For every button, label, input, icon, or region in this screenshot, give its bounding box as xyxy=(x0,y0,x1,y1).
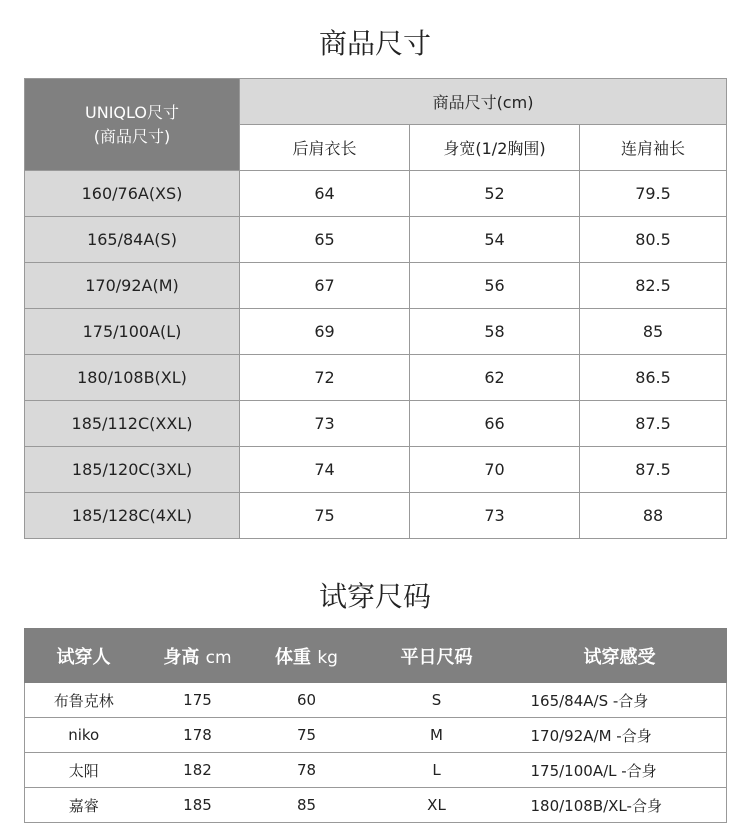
weight-cell: 60 xyxy=(253,683,361,718)
body-width-cell: 70 xyxy=(410,447,580,493)
size-cell: 185/128C(4XL) xyxy=(25,493,240,539)
sleeve-length-cell: 87.5 xyxy=(580,447,727,493)
table-row xyxy=(25,263,727,309)
usual-size-cell: M xyxy=(361,718,513,753)
fit-feedback-cell: 170/92A/M -合身 xyxy=(513,718,727,753)
sleeve-length-cell: 79.5 xyxy=(580,171,727,217)
body-width-cell: 58 xyxy=(410,309,580,355)
table-row xyxy=(25,355,727,401)
header-usual-size: 平日尺码 xyxy=(361,629,513,683)
usual-size-cell: XL xyxy=(361,788,513,823)
table-row xyxy=(25,493,727,539)
usual-size-cell: S xyxy=(361,683,513,718)
size-cell: 185/112C(XXL) xyxy=(25,401,240,447)
height-cell: 185 xyxy=(143,788,253,823)
body-width-cell: 73 xyxy=(410,493,580,539)
header-fit-feedback: 试穿感受 xyxy=(513,629,727,683)
header-height xyxy=(143,629,253,683)
column-header-sleeve-length: 连肩袖长 xyxy=(580,125,727,171)
height-cell: 182 xyxy=(143,753,253,788)
size-cell: 160/76A(XS) xyxy=(25,171,240,217)
sleeve-length-cell: 85 xyxy=(580,309,727,355)
back-length-cell: 65 xyxy=(240,217,410,263)
body-width-cell: 54 xyxy=(410,217,580,263)
size-cell: 175/100A(L) xyxy=(25,309,240,355)
size-label-header xyxy=(25,79,240,171)
weight-cell: 85 xyxy=(253,788,361,823)
header-height-unit: cm xyxy=(205,647,232,668)
back-length-cell: 73 xyxy=(240,401,410,447)
table-row xyxy=(25,447,727,493)
header-height-label: 身高 xyxy=(163,646,200,668)
back-length-cell: 67 xyxy=(240,263,410,309)
sleeve-length-cell: 87.5 xyxy=(580,401,727,447)
header-weight-label: 体重 xyxy=(275,646,312,668)
back-length-cell: 69 xyxy=(240,309,410,355)
size-cell: 165/84A(S) xyxy=(25,217,240,263)
person-cell: 太阳 xyxy=(25,753,143,788)
person-cell: 嘉睿 xyxy=(25,788,143,823)
fit-feedback-cell: 165/84A/S -合身 xyxy=(513,683,727,718)
person-cell: niko xyxy=(25,718,143,753)
size-label-header-line2: (商品尺寸) xyxy=(93,126,171,146)
body-width-cell: 56 xyxy=(410,263,580,309)
weight-cell: 75 xyxy=(253,718,361,753)
column-header-body-width: 身宽(1/2胸围) xyxy=(410,125,580,171)
table-row xyxy=(25,683,727,718)
size-section-title: 商品尺寸 xyxy=(318,27,431,60)
table-row xyxy=(25,171,727,217)
tryon-section-title: 试穿尺码 xyxy=(318,580,431,613)
height-cell: 178 xyxy=(143,718,253,753)
measurement-group-header: 商品尺寸(cm) xyxy=(240,79,727,125)
size-cell: 185/120C(3XL) xyxy=(25,447,240,493)
height-cell: 175 xyxy=(143,683,253,718)
usual-size-cell: L xyxy=(361,753,513,788)
body-width-cell: 62 xyxy=(410,355,580,401)
table-row xyxy=(25,718,727,753)
size-cell: 180/108B(XL) xyxy=(25,355,240,401)
sleeve-length-cell: 88 xyxy=(580,493,727,539)
table-row xyxy=(25,753,727,788)
table-row xyxy=(25,401,727,447)
header-person: 试穿人 xyxy=(25,629,143,683)
person-cell: 布鲁克林 xyxy=(25,683,143,718)
table-row xyxy=(25,217,727,263)
size-label-header-line1: UNIQLO尺寸 xyxy=(85,102,179,122)
back-length-cell: 74 xyxy=(240,447,410,493)
column-header-back-length: 后肩衣长 xyxy=(240,125,410,171)
fit-feedback-cell: 180/108B/XL-合身 xyxy=(513,788,727,823)
tryon-table xyxy=(24,628,727,823)
back-length-cell: 72 xyxy=(240,355,410,401)
body-width-cell: 52 xyxy=(410,171,580,217)
size-chart-table xyxy=(24,78,727,539)
header-weight xyxy=(253,629,361,683)
header-weight-unit: kg xyxy=(317,647,338,668)
size-cell: 170/92A(M) xyxy=(25,263,240,309)
table-row xyxy=(25,788,727,823)
weight-cell: 78 xyxy=(253,753,361,788)
body-width-cell: 66 xyxy=(410,401,580,447)
back-length-cell: 64 xyxy=(240,171,410,217)
fit-feedback-cell: 175/100A/L -合身 xyxy=(513,753,727,788)
sleeve-length-cell: 86.5 xyxy=(580,355,727,401)
table-row xyxy=(25,309,727,355)
sleeve-length-cell: 80.5 xyxy=(580,217,727,263)
back-length-cell: 75 xyxy=(240,493,410,539)
sleeve-length-cell: 82.5 xyxy=(580,263,727,309)
